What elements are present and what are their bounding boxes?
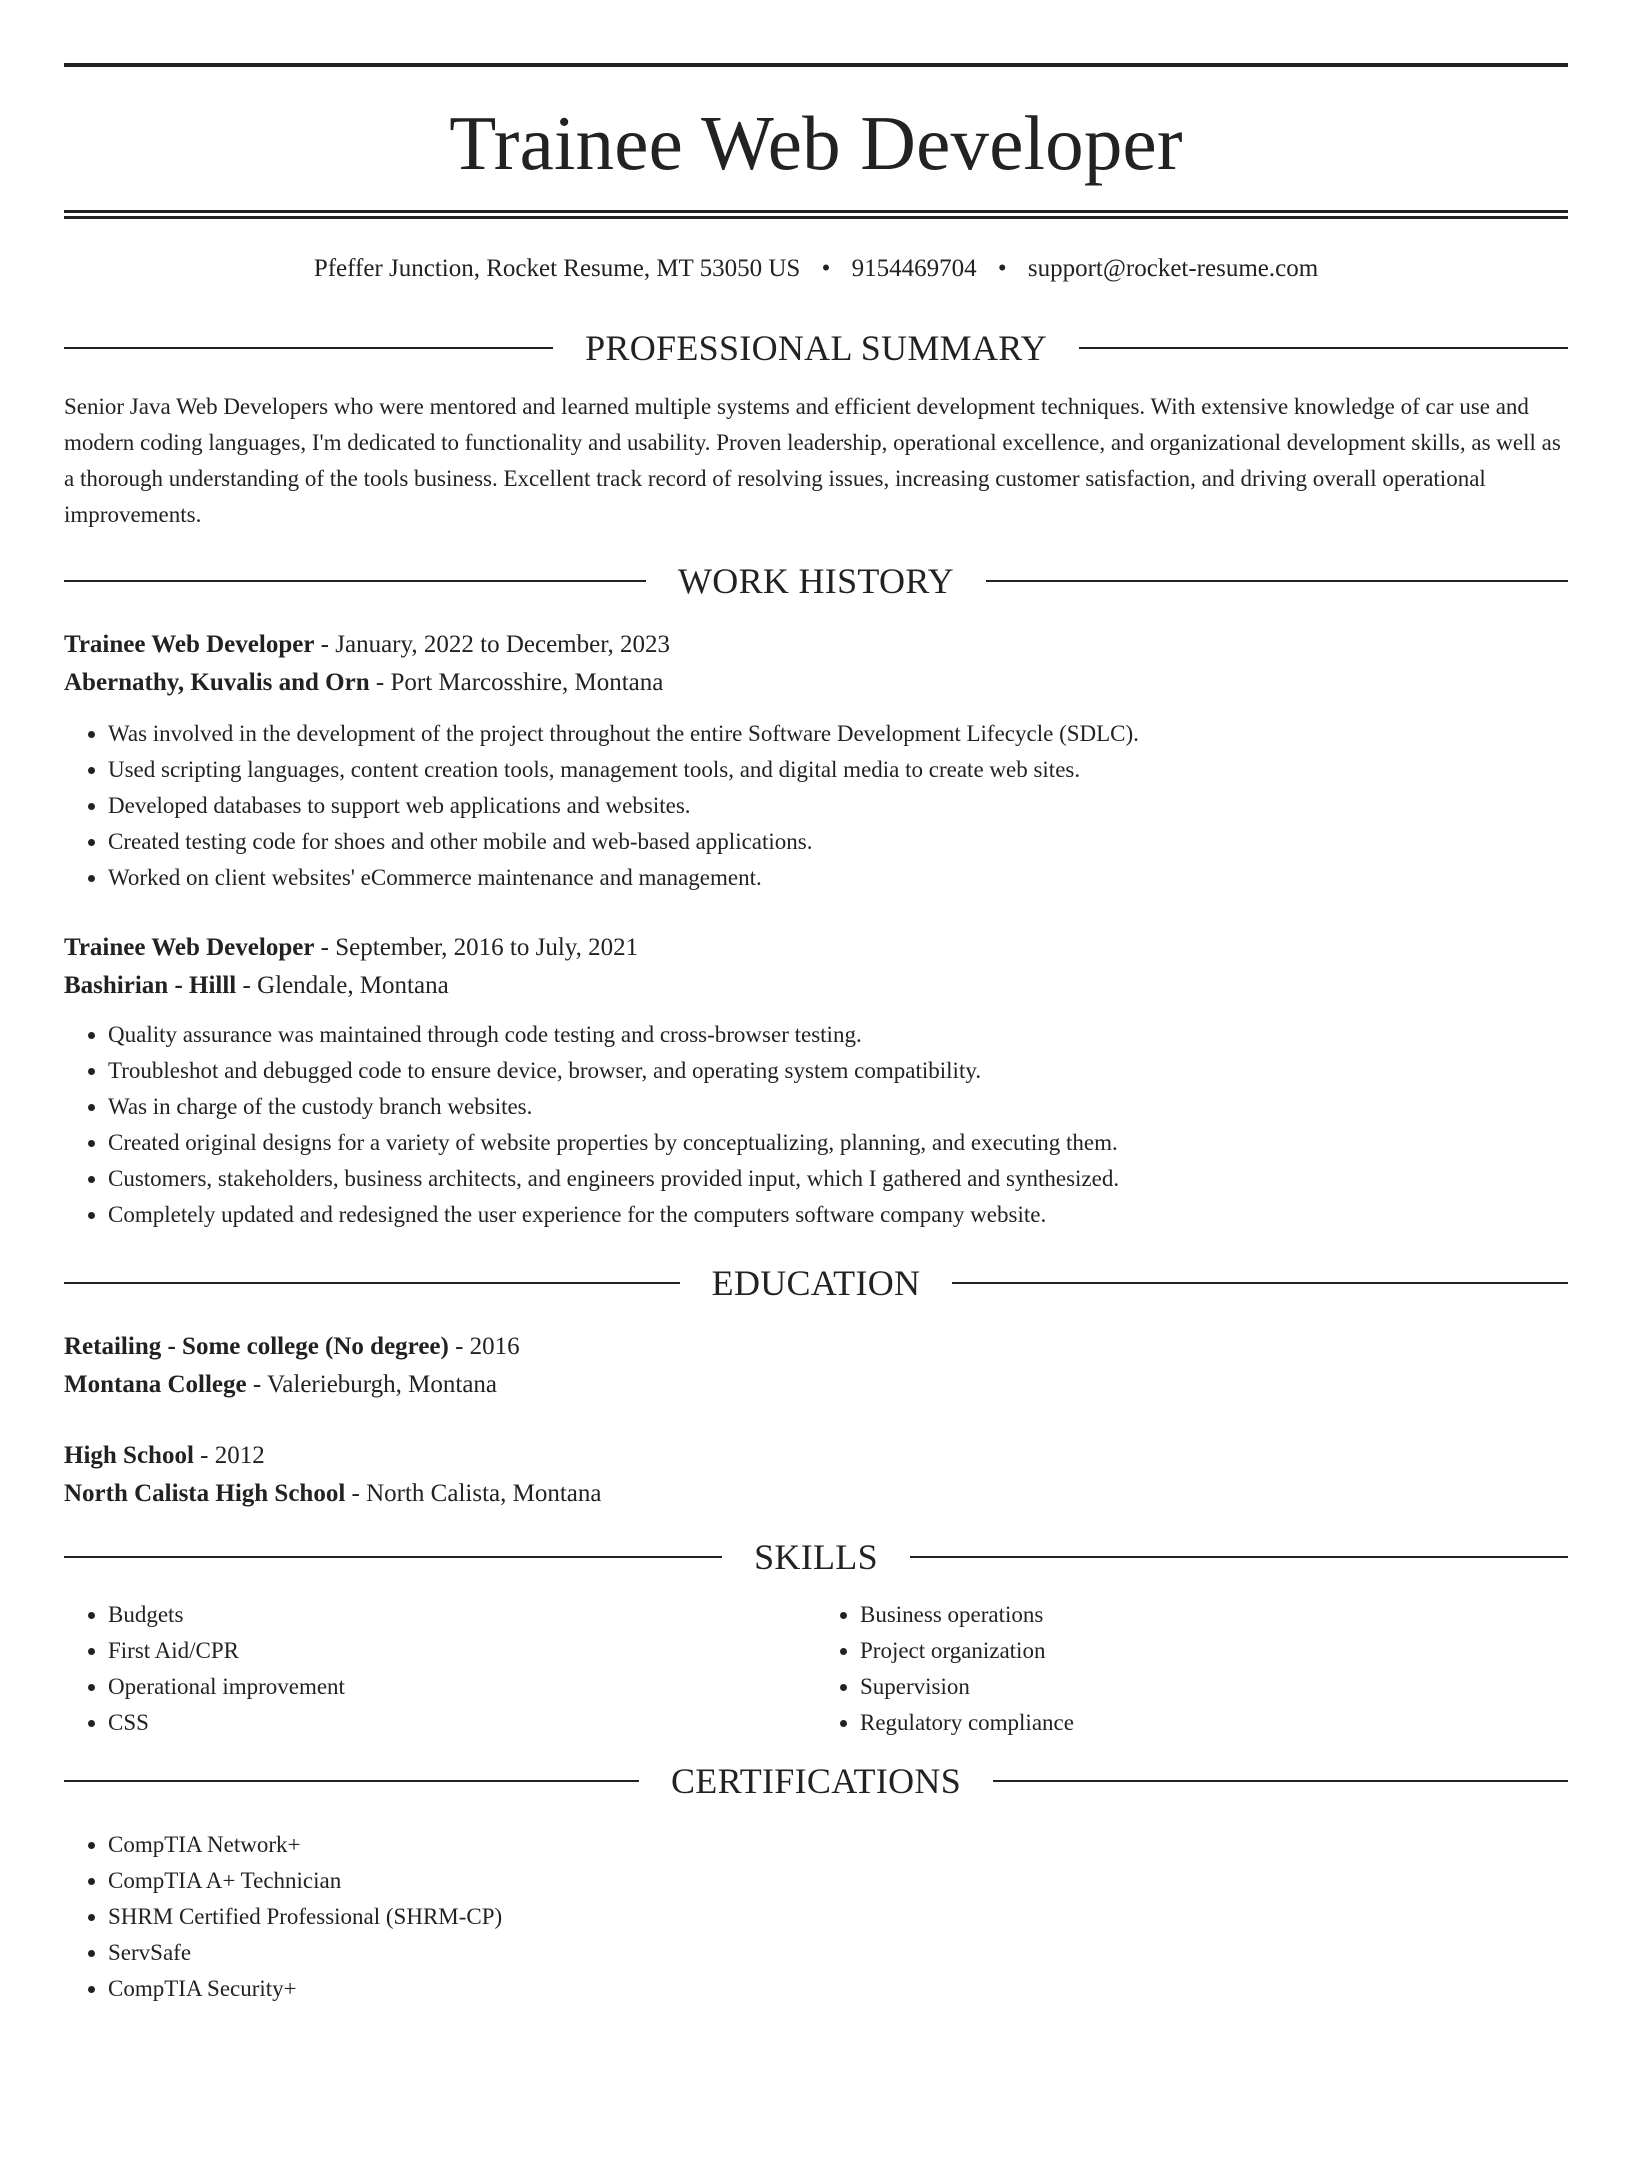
list-item: • Customers, stakeholders, business architects, and engineers provided input, which I gathered and synthesized. <box>108 1161 1568 1197</box>
job-company-line <box>64 967 1568 1005</box>
list-item: • Was in charge of the custody branch websites. <box>108 1089 1568 1125</box>
section-heading-certifications <box>64 1763 1568 1799</box>
education-entry <box>64 1328 1568 1404</box>
job-dates: - January, 2022 to December, 2023 <box>314 631 671 658</box>
section-heading-summary <box>64 330 1568 366</box>
education-degree: Retailing - Some college (No degree) <box>64 1333 449 1360</box>
list-item: • Troubleshot and debugged code to ensure device, browser, and operating system compatibility. <box>108 1053 1568 1089</box>
education-school-line <box>64 1475 1568 1513</box>
education-heading: EDUCATION <box>711 1263 921 1303</box>
list-item: • ServSafe <box>108 1935 1568 1971</box>
list-item: • Operational improvement <box>108 1669 816 1705</box>
certifications-list <box>64 1827 1568 2007</box>
job-title-line <box>64 626 1568 664</box>
job-bullets <box>64 1017 1568 1233</box>
contact-separator: • <box>821 255 831 282</box>
education-school: Montana College <box>64 1371 247 1398</box>
job-location: - Port Marcosshire, Montana <box>369 669 664 696</box>
heading-rule-right <box>952 1282 1568 1284</box>
job-title: Trainee Web Developer <box>64 934 315 961</box>
list-item: • Worked on client websites' eCommerce maintenance and management. <box>108 860 1568 896</box>
certifications-heading: CERTIFICATIONS <box>670 1761 962 1801</box>
list-item: • CompTIA Security+ <box>108 1971 1568 2007</box>
job-company: Abernathy, Kuvalis and Orn <box>64 669 370 696</box>
education-school-line <box>64 1366 1568 1404</box>
education-entry <box>64 1437 1568 1513</box>
skills-list-right <box>816 1597 1568 1741</box>
education-year: - 2012 <box>193 1442 265 1469</box>
summary-text: Senior Java Web Developers who were mentored and learned multiple systems and efficient development techniques. With extensive knowledge of car use and modern coding languages, I'm dedicated to functionality and usability. Proven leadership, operational excellence, and organizational development skills, as well as a thorough understanding of the tools business. Excellent track record of resolving issues, increasing customer satisfaction, and driving overall operational improvements. <box>64 394 1561 527</box>
heading-rule-left <box>64 1780 639 1782</box>
skills-list-left <box>64 1597 816 1741</box>
resume-title: Trainee Web Developer <box>449 100 1183 186</box>
section-heading-education <box>64 1265 1568 1301</box>
job-company: Bashirian - Hilll <box>64 972 237 999</box>
list-item: • Supervision <box>860 1669 1568 1705</box>
section-heading-skills <box>64 1539 1568 1575</box>
list-item: • Regulatory compliance <box>860 1705 1568 1741</box>
list-item: • Project organization <box>860 1633 1568 1669</box>
list-item: • SHRM Certified Professional (SHRM-CP) <box>108 1899 1568 1935</box>
heading-rule-right <box>986 580 1568 582</box>
list-item: • Budgets <box>108 1597 816 1633</box>
list-item: • Created original designs for a variety of website properties by conceptualizing, planning, and executing them. <box>108 1125 1568 1161</box>
job-dates: - September, 2016 to July, 2021 <box>314 934 639 961</box>
list-item: • Completely updated and redesigned the user experience for the computers software company website. <box>108 1197 1568 1233</box>
job-title: Trainee Web Developer <box>64 631 315 658</box>
education-school: North Calista High School <box>64 1480 346 1507</box>
contact-address: Pfeffer Junction, Rocket Resume, MT 53050 US <box>313 255 801 282</box>
job-company-line <box>64 664 1568 702</box>
heading-rule-left <box>64 1282 680 1284</box>
heading-rule-right <box>1079 347 1568 349</box>
contact-email: support@rocket-resume.com <box>1027 255 1319 282</box>
list-item: • CSS <box>108 1705 816 1741</box>
heading-rule-left <box>64 1556 722 1558</box>
list-item: • First Aid/CPR <box>108 1633 816 1669</box>
list-item: • Quality assurance was maintained through code testing and cross-browser testing. <box>108 1017 1568 1053</box>
section-heading-work <box>64 563 1568 599</box>
education-degree-line <box>64 1437 1568 1475</box>
job-entry <box>64 929 1568 1233</box>
list-item: • CompTIA Network+ <box>108 1827 1568 1863</box>
summary-heading: PROFESSIONAL SUMMARY <box>585 328 1047 368</box>
education-location: - Valerieburgh, Montana <box>246 1371 498 1398</box>
heading-rule-left <box>64 580 646 582</box>
list-item: • Business operations <box>860 1597 1568 1633</box>
education-degree: High School <box>64 1442 194 1469</box>
heading-rule-right <box>993 1780 1568 1782</box>
work-heading: WORK HISTORY <box>678 561 954 601</box>
list-item: • Was involved in the development of the project throughout the entire Software Development Lifecycle (SDLC). <box>108 716 1568 752</box>
list-item: • Created testing code for shoes and other mobile and web-based applications. <box>108 824 1568 860</box>
job-location: - Glendale, Montana <box>236 972 449 999</box>
list-item: • Used scripting languages, content creation tools, management tools, and digital media to create web sites. <box>108 752 1568 788</box>
contact-line <box>64 256 1568 281</box>
education-location: - North Calista, Montana <box>345 1480 602 1507</box>
top-rule <box>64 63 1568 67</box>
contact-phone: 9154469704 <box>851 255 977 282</box>
heading-rule-left <box>64 347 553 349</box>
job-title-line <box>64 929 1568 967</box>
title-double-rule <box>64 210 1568 219</box>
education-year: - 2016 <box>448 1333 520 1360</box>
heading-rule-right <box>910 1556 1568 1558</box>
resume-page <box>0 63 1632 2175</box>
job-entry <box>64 626 1568 896</box>
contact-separator: • <box>997 255 1007 282</box>
list-item: • Developed databases to support web applications and websites. <box>108 788 1568 824</box>
skills-grid <box>64 1597 1568 1741</box>
education-degree-line <box>64 1328 1568 1366</box>
skills-heading: SKILLS <box>754 1537 878 1577</box>
job-bullets <box>64 716 1568 896</box>
list-item: • CompTIA A+ Technician <box>108 1863 1568 1899</box>
